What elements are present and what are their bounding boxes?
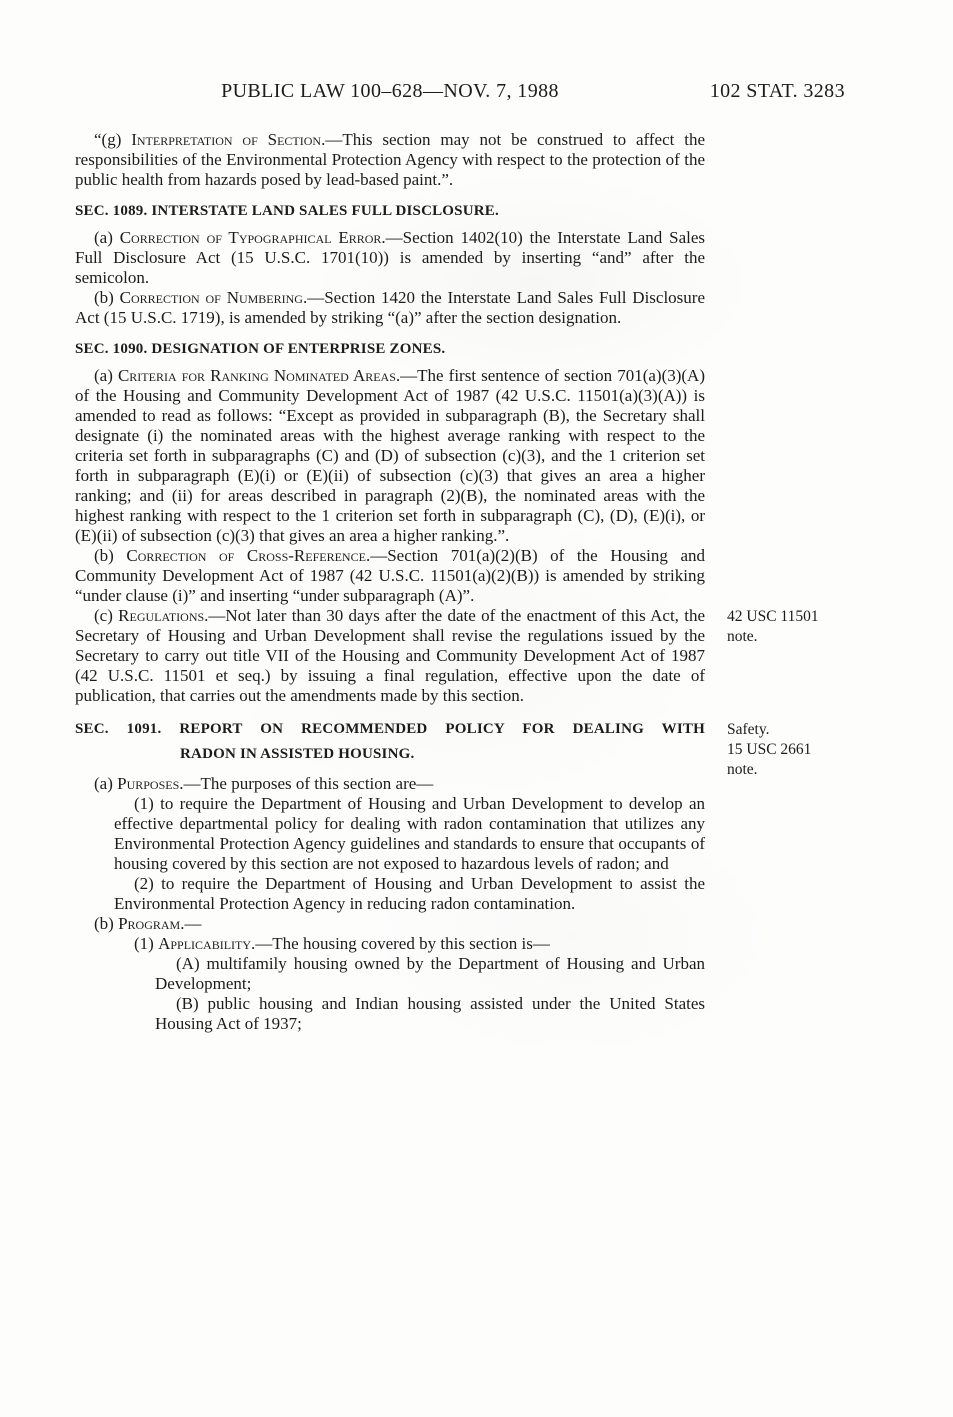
stat-citation: 102 STAT. 3283 bbox=[709, 80, 845, 102]
sec-1089-heading: SEC. 1089. INTERSTATE LAND SALES FULL DISCLOSURE. bbox=[75, 203, 499, 219]
paragraph-1091-a2: (2) to require the Department of Housing and Urban Development to assist the Environmental Protection Agency in reducing radon contamination. bbox=[114, 874, 705, 913]
paragraph-1091-b1B: (B) public housing and Indian housing assisted under the United States Housing Act of 1937; bbox=[155, 994, 705, 1033]
margin-note-line: Safety. bbox=[727, 721, 770, 738]
law-number-header: PUBLIC LAW 100–628—NOV. 7, 1988 bbox=[221, 80, 559, 102]
paragraph-1090-c-prefix: (c) bbox=[94, 606, 119, 625]
paragraph-1091-a1: (1) to require the Department of Housing and Urban Development to develop an effective departmental policy for dealing with radon contamination that utilizes any Environmental Protection Agency guidelines and standards to ensure that occupants of housing covered by this section are not exposed to hazardous levels of radon; and bbox=[114, 794, 705, 873]
paragraph-1090-b bbox=[75, 546, 705, 606]
paragraph-1091-a-prefix: (a) bbox=[94, 774, 118, 793]
sec-1090-heading: SEC. 1090. DESIGNATION OF ENTERPRISE ZONES. bbox=[75, 341, 446, 357]
margin-note-42-usc-11501 bbox=[727, 607, 922, 647]
paragraph-1091-b bbox=[75, 914, 705, 934]
margin-note-line: 42 USC 11501 bbox=[727, 608, 819, 625]
paragraph-1090-c-smallcaps: Regulations bbox=[118, 606, 205, 625]
paragraph-1089-b-smallcaps: Correction of Numbering bbox=[119, 288, 303, 307]
paragraph-1090-a bbox=[75, 366, 705, 546]
paragraph-1091-b1A: (A) multifamily housing owned by the Department of Housing and Urban Development; bbox=[155, 954, 705, 993]
paragraph-1089-b bbox=[75, 288, 705, 328]
paragraph-1089-a-rest: .—Section 1402(10) the Interstate Land Sales Full Disclosure Act (15 U.S.C. 1701(10)) is amended by inserting “and” after the semicolon. bbox=[75, 228, 705, 287]
paragraph-1089-a-smallcaps: Correction of Typographical Error bbox=[119, 228, 382, 247]
paragraph-1090-c-rest: .—Not later than 30 days after the date of the enactment of this Act, the Secretary of Housing and Urban Development shall revise the regulations issued by the Secretary to carry out title VII of the Housing and Community Development Act of 1987 (42 U.S.C. 11501 et seq.) by issuing a final regulation, effective upon the date of publication, that carries out the amendments made by this section. bbox=[75, 606, 705, 705]
sec-1091-heading-line2: RADON IN ASSISTED HOUSING. bbox=[180, 746, 415, 762]
page-header bbox=[75, 80, 845, 106]
paragraph-g-smallcaps: Interpretation of Section bbox=[131, 130, 322, 149]
paragraph-1090-b-smallcaps: Correction of Cross-Reference bbox=[126, 546, 366, 565]
margin-note-safety bbox=[727, 720, 922, 780]
paragraph-1091-a-rest: .—The purposes of this section are— bbox=[179, 774, 434, 793]
paragraph-1091-b1-smallcaps: Applicability bbox=[158, 934, 252, 953]
paragraph-1090-b-prefix: (b) bbox=[94, 546, 127, 565]
paragraph-1091-a-smallcaps: Purposes bbox=[117, 774, 180, 793]
paragraph-1091-b-rest: .— bbox=[180, 914, 202, 933]
paragraph-1089-b-rest: .—Section 1420 the Interstate Land Sales Full Disclosure Act (15 U.S.C. 1719), is amended by striking “(a)” after the section designation. bbox=[75, 288, 705, 327]
paragraph-1090-c-row bbox=[75, 606, 819, 706]
margin-note-line: note. bbox=[727, 628, 758, 645]
paragraph-1090-c bbox=[75, 606, 705, 706]
paragraph-1091-a bbox=[75, 774, 705, 794]
paragraph-1091-b1 bbox=[75, 934, 705, 954]
paragraph-1089-a bbox=[75, 228, 705, 288]
sec-1091-heading-line1: SEC. 1091. REPORT ON RECOMMENDED POLICY FOR DEALING WITH bbox=[75, 721, 705, 737]
paragraph-1090-a-smallcaps: Criteria for Ranking Nominated Areas bbox=[117, 366, 396, 385]
paragraph-1089-b-prefix: (b) bbox=[94, 288, 120, 307]
margin-note-line: 15 USC 2661 bbox=[727, 741, 812, 758]
paragraph-g-prefix: “(g) bbox=[94, 130, 132, 149]
paragraph-1089-a-prefix: (a) bbox=[94, 228, 120, 247]
margin-note-line: note. bbox=[727, 761, 758, 778]
paragraph-g-rest: .—This section may not be construed to affect the responsibilities of the Environmental Protection Agency with respect to the protection of the public health from hazards posed by lead-based paint.”. bbox=[75, 130, 705, 189]
paragraph-1091-b-prefix: (b) bbox=[94, 914, 119, 933]
sec-1091-heading bbox=[75, 717, 812, 778]
paragraph-1091-b-smallcaps: Program bbox=[118, 914, 181, 933]
paragraph-1090-b-rest: .—Section 701(a)(2)(B) of the Housing and Community Development Act of 1987 (42 U.S.C. 11501(a)(2)(B)) is amended by striking “under clause (i)” and inserting “under subparagraph (A)”. bbox=[75, 546, 706, 605]
paragraph-1090-a-rest: .—The first sentence of section 701(a)(3)(A) of the Housing and Community Development Act of 1987 (42 U.S.C. 11501(a)(3)(A)) is amended to read as follows: “Except as provided in subparagraph (B), the Secretary shall designate (i) the nominated areas with the highest average ranking with respect to the criteria set forth in subparagraphs (C) and (D) of subsection (c)(3), and the 1 criterion set forth in subparagraph (E)(i) or (E)(ii) of subsection (c)(3) that gives an area a higher ranking; and (ii) for areas described in paragraph (2)(B), the nominated areas with the highest ranking with respect to the 1 criterion set forth in subparagraph (C), (D), (E)(i), or (E)(ii) of subsection (c)(3) that gives an area a higher ranking.”. bbox=[75, 366, 706, 545]
paragraph-1090-a-prefix: (a) bbox=[94, 366, 118, 385]
page-content bbox=[75, 80, 845, 1034]
paragraph-1091-b1-prefix: (1) bbox=[134, 934, 159, 953]
paragraph-g bbox=[75, 130, 705, 190]
paragraph-1091-b1-rest: .—The housing covered by this section is— bbox=[251, 934, 550, 953]
